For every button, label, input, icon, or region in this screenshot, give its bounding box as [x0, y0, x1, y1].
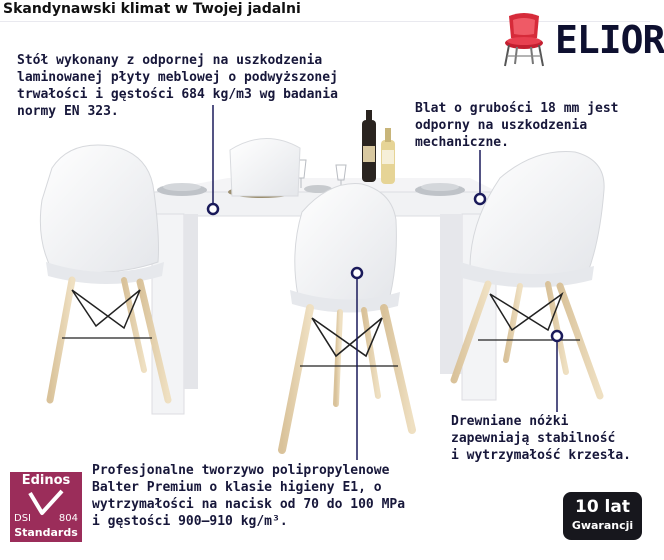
chair-back — [230, 138, 300, 196]
brand-name: ELIOR — [555, 18, 664, 62]
edinos-check-icon — [28, 489, 64, 515]
edinos-badge — [10, 472, 82, 542]
edinos-title: Edinos — [21, 473, 71, 488]
page-title: Skandynawski klimat w Twojej jadalni — [0, 0, 307, 20]
edinos-standards: Standards — [14, 526, 78, 539]
chair-front — [282, 184, 412, 450]
chair-left — [40, 145, 168, 400]
warranty-years: 10 lat — [574, 497, 630, 517]
note-polypropylene-material: Profesjonalne tworzywo polipropylenowe Balter Premium o klasie higieny E1, o wytrzymałości na nacisk od 70 do 100 MPa i gęstości 900–910 kg/m³. — [92, 463, 406, 529]
note-tabletop-thickness: Blat o grubości 18 mm jest odporny na uszkodzenia mechaniczne. — [415, 101, 619, 150]
edinos-number: 804 — [58, 513, 78, 524]
note-wooden-legs: Drewniane nóżki zapewniają stabilność i wytrzymałość krzesła. — [451, 414, 632, 463]
note-table-material: Stół wykonany z odpornej na uszkodzenia laminowanej płyty meblowej o podwyższonej trwałości i gęstości 684 kg/m3 wg badania normy EN 323. — [17, 53, 338, 119]
warranty-label: Gwarancji — [571, 519, 634, 532]
edinos-dsi: DSI — [14, 513, 31, 524]
warranty-badge — [563, 492, 642, 540]
